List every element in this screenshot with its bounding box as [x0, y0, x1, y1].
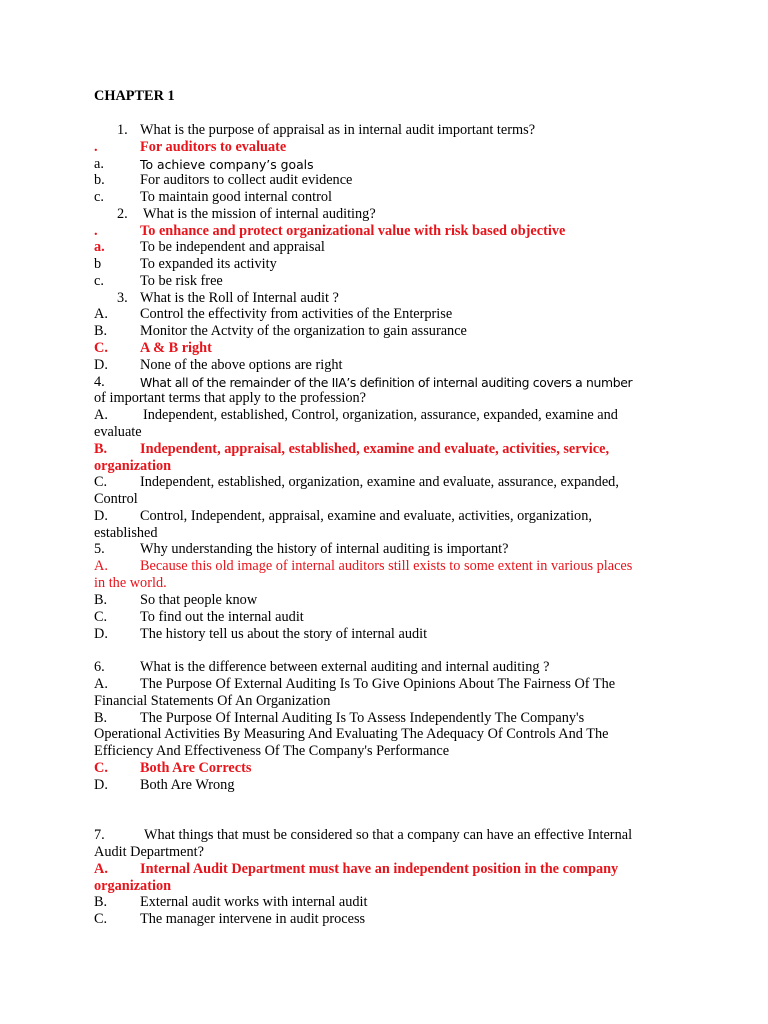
question-text: What things that must be considered so that a company can have an effective Internal	[144, 827, 633, 843]
option-text-continued: established	[94, 525, 158, 541]
question-text: What is the Roll of Internal audit ?	[140, 290, 339, 306]
correct-answer: Both Are Corrects	[140, 760, 252, 776]
question-number: 7.	[94, 827, 105, 843]
question-number: 4.	[94, 374, 105, 390]
option-marker: b	[94, 256, 102, 272]
correct-answer-continued: organization	[94, 458, 172, 474]
option-text: Control the effectivity from activities of the Enterprise	[140, 306, 453, 322]
option-text-continued: Efficiency And Effectiveness Of The Company's Performance	[94, 743, 450, 759]
option-marker: D.	[94, 357, 108, 373]
question-text: What is the mission of internal auditing?	[143, 206, 376, 222]
option-marker: B.	[94, 710, 108, 726]
option-marker: B.	[94, 894, 108, 910]
answer-marker: .	[94, 139, 98, 155]
question-number: 3.	[117, 290, 128, 306]
option-text-continued: Operational Activities By Measuring And Evaluating The Adequacy Of Controls And The	[94, 726, 609, 742]
option-text: Independent, established, Control, organization, assurance, expanded, examine and	[143, 407, 618, 423]
option-marker: D.	[94, 626, 108, 642]
option-marker: C.	[94, 340, 108, 356]
option-text: Independent, established, organization, examine and evaluate, assurance, expanded,	[140, 474, 619, 490]
option-marker: c.	[94, 189, 104, 205]
option-text: For auditors to collect audit evidence	[140, 172, 353, 188]
correct-answer: Independent, appraisal, established, examine and evaluate, activities, service,	[140, 441, 610, 457]
option-text-continued: evaluate	[94, 424, 142, 440]
correct-answer: To enhance and protect organizational value with risk based objective	[140, 223, 566, 239]
option-marker: B.	[94, 592, 108, 608]
option-marker: a.	[94, 239, 105, 255]
question-text: What is the difference between external auditing and internal auditing ?	[140, 659, 550, 675]
option-text: Control, Independent, appraisal, examine and evaluate, activities, organization,	[140, 508, 592, 524]
option-text: Both Are Wrong	[140, 777, 235, 793]
option-marker: D.	[94, 777, 108, 793]
question-text-continued: of important terms that apply to the profession?	[94, 390, 366, 406]
option-marker: A.	[94, 407, 108, 423]
correct-answer: A & B right	[140, 340, 212, 356]
correct-answer: For auditors to evaluate	[140, 139, 287, 155]
option-marker: A.	[94, 558, 108, 574]
option-text: The history tell us about the story of internal audit	[140, 626, 428, 642]
option-text: To be risk free	[140, 273, 223, 289]
option-text: To achieve company’s goals	[140, 157, 314, 172]
chapter-title: CHAPTER 1	[94, 88, 175, 104]
question-text: What all of the remainder of the IIA’s definition of internal auditing covers a number	[140, 375, 633, 390]
question-text: Why understanding the history of internal auditing is important?	[140, 541, 509, 557]
option-marker: A.	[94, 676, 108, 692]
option-marker: a.	[94, 156, 104, 172]
option-text: To maintain good internal control	[140, 189, 332, 205]
option-text-continued: Control	[94, 491, 138, 507]
option-marker: A.	[94, 306, 108, 322]
option-marker: C.	[94, 474, 108, 490]
option-marker: b.	[94, 172, 105, 188]
answer-marker: .	[94, 223, 98, 239]
correct-answer-continued: organization	[94, 878, 172, 894]
option-text: The Purpose Of External Auditing Is To Give Opinions About The Fairness Of The	[140, 676, 616, 692]
option-text: To find out the internal audit	[140, 609, 304, 625]
correct-answer: Because this old image of internal auditors still exists to some extent in various places	[140, 558, 633, 574]
option-text-continued: Financial Statements Of An Organization	[94, 693, 331, 709]
option-marker: C.	[94, 760, 108, 776]
option-text: External audit works with internal audit	[140, 894, 368, 910]
option-text: So that people know	[140, 592, 258, 608]
question-text: What is the purpose of appraisal as in internal audit important terms?	[140, 122, 536, 138]
option-marker: D.	[94, 508, 108, 524]
option-marker: A.	[94, 861, 108, 877]
correct-answer-continued: in the world.	[94, 575, 167, 591]
option-marker: c.	[94, 273, 104, 289]
option-text: None of the above options are right	[140, 357, 343, 373]
question-text-continued: Audit Department?	[94, 844, 204, 860]
option-marker: B.	[94, 323, 108, 339]
option-text: The manager intervene in audit process	[140, 911, 366, 927]
option-marker: C.	[94, 911, 108, 927]
option-text: Monitor the Actvity of the organization to gain assurance	[140, 323, 467, 339]
question-number: 1.	[117, 122, 128, 138]
correct-answer: Internal Audit Department must have an independent position in the company	[140, 861, 619, 877]
question-number: 2.	[117, 206, 128, 222]
option-marker: B.	[94, 441, 108, 457]
option-text: To be independent and appraisal	[140, 239, 325, 255]
option-marker: C.	[94, 609, 108, 625]
question-number: 5.	[94, 541, 105, 557]
option-text: To expanded its activity	[140, 256, 277, 272]
option-text: The Purpose Of Internal Auditing Is To Assess Independently The Company's	[140, 710, 585, 726]
question-number: 6.	[94, 659, 105, 675]
